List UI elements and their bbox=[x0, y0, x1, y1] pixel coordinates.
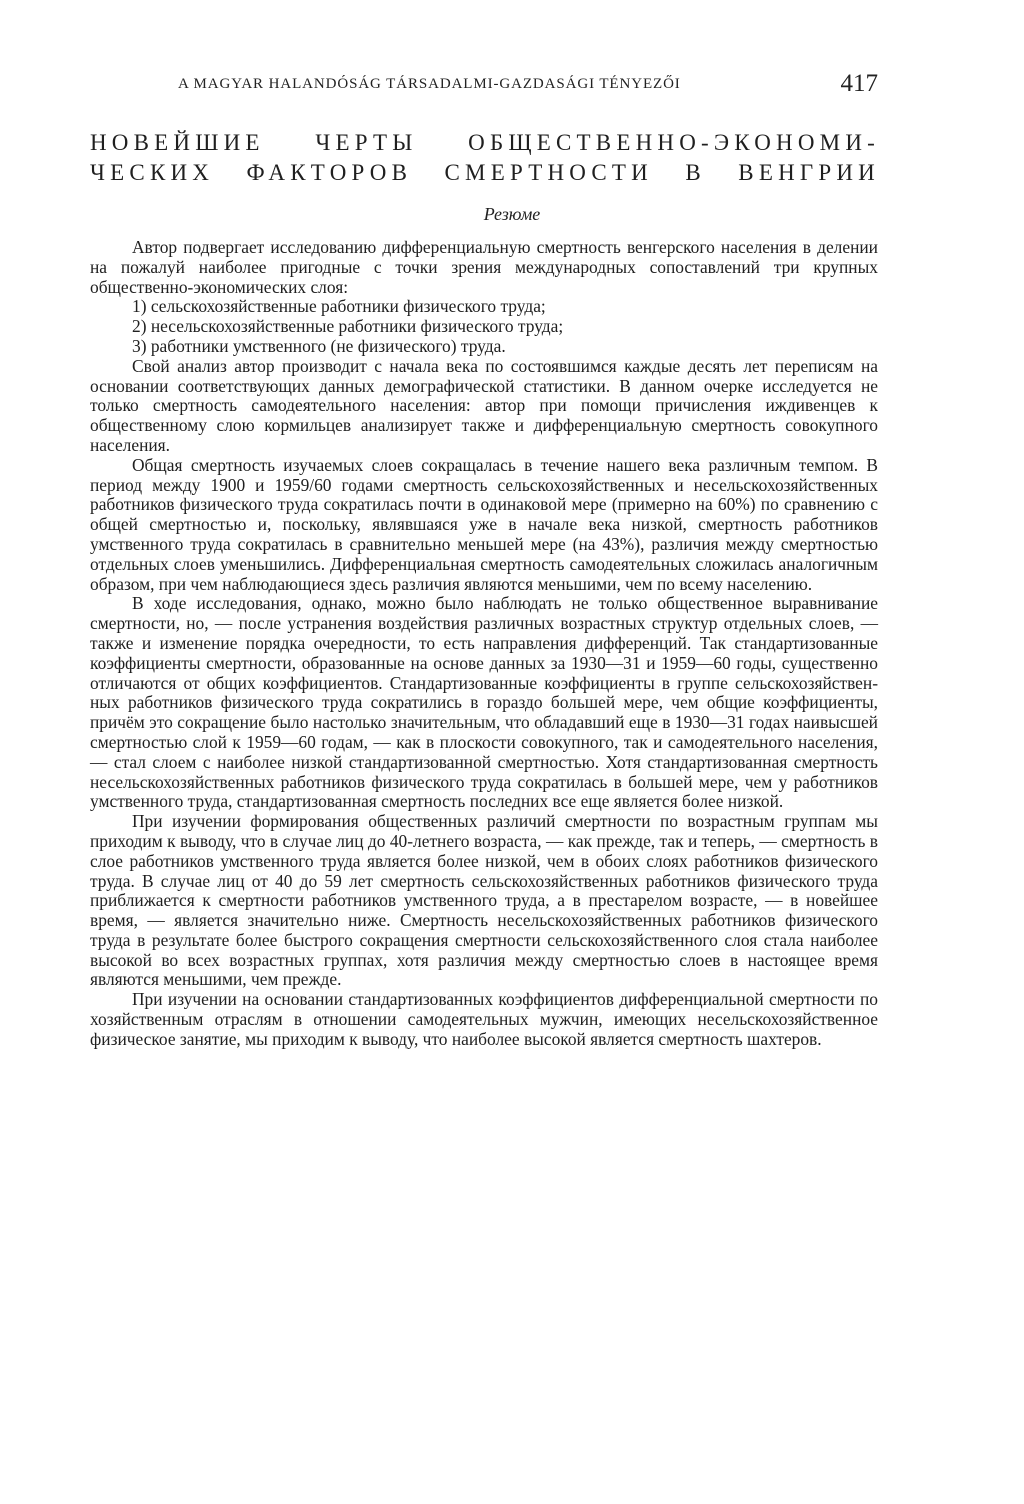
paragraph-method: Свой анализ автор производит с начала века по состоявшимся каждые десять лет переписям на основании соответствующих данных демографической статистики. В данном очерке исследуется не только смертность самодеятельного населения: автор при помощи причисления иждивенцев к общественному слою кормильцев анализирует также и дифференциальную смертность совокупного населения. bbox=[90, 355, 878, 455]
paragraph-age-groups: При изучении формирования общественных различий смертности по возрастным группам мы приходим к выводу, что в случае лиц до 40-летнего возраста, — как прежде, так и теперь, — смертность в слое работников умственного труда является более низкой, чем в обоих слоях работников физического труда. В случае лиц от 40 до 59 лет смертность сельскохозяйственных работников физического труда приближается к смертности работников умственного труда, а в престарелом возрасте, — в новейшее время, — является значительно ниже. Смертность несельскохозяйственных работников физического труда в результате более быстрого сокращения смертности сельскохозяйственного слоя стала наиболее высокой во всех возрастных группах, хотя различия между смертностью слоев в настоящее время являются меньшими, чем прежде. bbox=[90, 811, 878, 990]
article-title-line-2: ЧЕСКИХ ФАКТОРОВ СМЕРТНОСТИ В ВЕНГРИИ bbox=[90, 160, 880, 185]
paragraph-general-mortality: Общая смертность изучаемых слоев сокращалась в течение нашего века различным темпом. В период между 1900 и 1959/60 годами смертность сельскохозяйственных и несельскохозяйственных работников физического труда сократилась почти в одинаковой мере (примерно на 60%) по сравнению с общей смертностью и, поскольку, являвшаяся уже в начале века низкой, смертность работников умственного труда сократилась в сравнительно меньшей мере (на 43%), различия между смертностью отдельных слоев уменьшились. Дифференциальная смертность самодеятельных сложилась аналогичным образом, при чем наблюдающиеся здесь различия являются меньшими, чем по всему населению. bbox=[90, 454, 878, 594]
list-item: 1) сельскохозяйственные работники физического труда; bbox=[132, 296, 546, 317]
running-head bbox=[178, 72, 878, 102]
page-number: 417 bbox=[840, 70, 878, 97]
list-item: 3) работники умственного (не физического) труда. bbox=[132, 335, 506, 356]
paragraph-industries: При изучении на основании стандартизованных коэффициентов дифференциальной смертности по хозяйственным отраслям в отношении самодеятельных мужчин, имеющих несельскохозяйственное физическое занятие, мы приходим к выводу, что наиболее высокой является смертность шахтеров. bbox=[90, 989, 878, 1049]
list-item: 2) несельскохозяйственные работники физического труда; bbox=[132, 316, 564, 337]
strata-list bbox=[90, 297, 878, 356]
summary-heading: Резюме bbox=[483, 204, 541, 224]
paragraph-standardized: В ходе исследования, однако, можно было наблюдать не только общественное выравнивание смертности, но, — после устранения воздействия различных возрастных структур отдельных слоев, — также и изменение порядка очередности, то есть направления дифференций. Так стандартизованные коэффициенты смертности, образованные на основе данных за 1930—31 и 1959—60 годы, существенно отличаются от общих коэффициентов. Стандартизованные коэффициенты в группе сельскохозяйственных работников физического труда сократились в гораздо большей мере, чем общие коэффициенты, причём это сокращение было настолько значительным, что обладавший еще в 1930—31 годах наивысшей смертностью слой к 1959—60 годам, — как в плоскости совокупного, так и самодеятельного населения, — стал слоем с наиболее низкой стандартизованной смертностью. Хотя стандартизованная смертность несельскохозяйственных работников физического труда сократилась в большей мере, чем у работников умственного труда, стандартизованная смертность последних все еще является более низкой. bbox=[90, 593, 878, 812]
paragraph-intro: Автор подвергает исследованию дифференциальную смертность венгерского населения в делении на пожалуй наиболее пригодные с точки зрения международных сопоставлений три крупных общественно-экономических слоя: bbox=[90, 237, 878, 297]
summary-body bbox=[90, 238, 878, 1050]
running-head-title: A MAGYAR HALANDÓSÁG TÁRSADALMI-GAZDASÁGI TÉNYEZŐI bbox=[178, 76, 681, 92]
article-title bbox=[90, 128, 880, 188]
article-title-line-1: НОВЕЙШИЕ ЧЕРТЫ ОБЩЕСТВЕННО-ЭКОНОМИ- bbox=[90, 130, 880, 155]
